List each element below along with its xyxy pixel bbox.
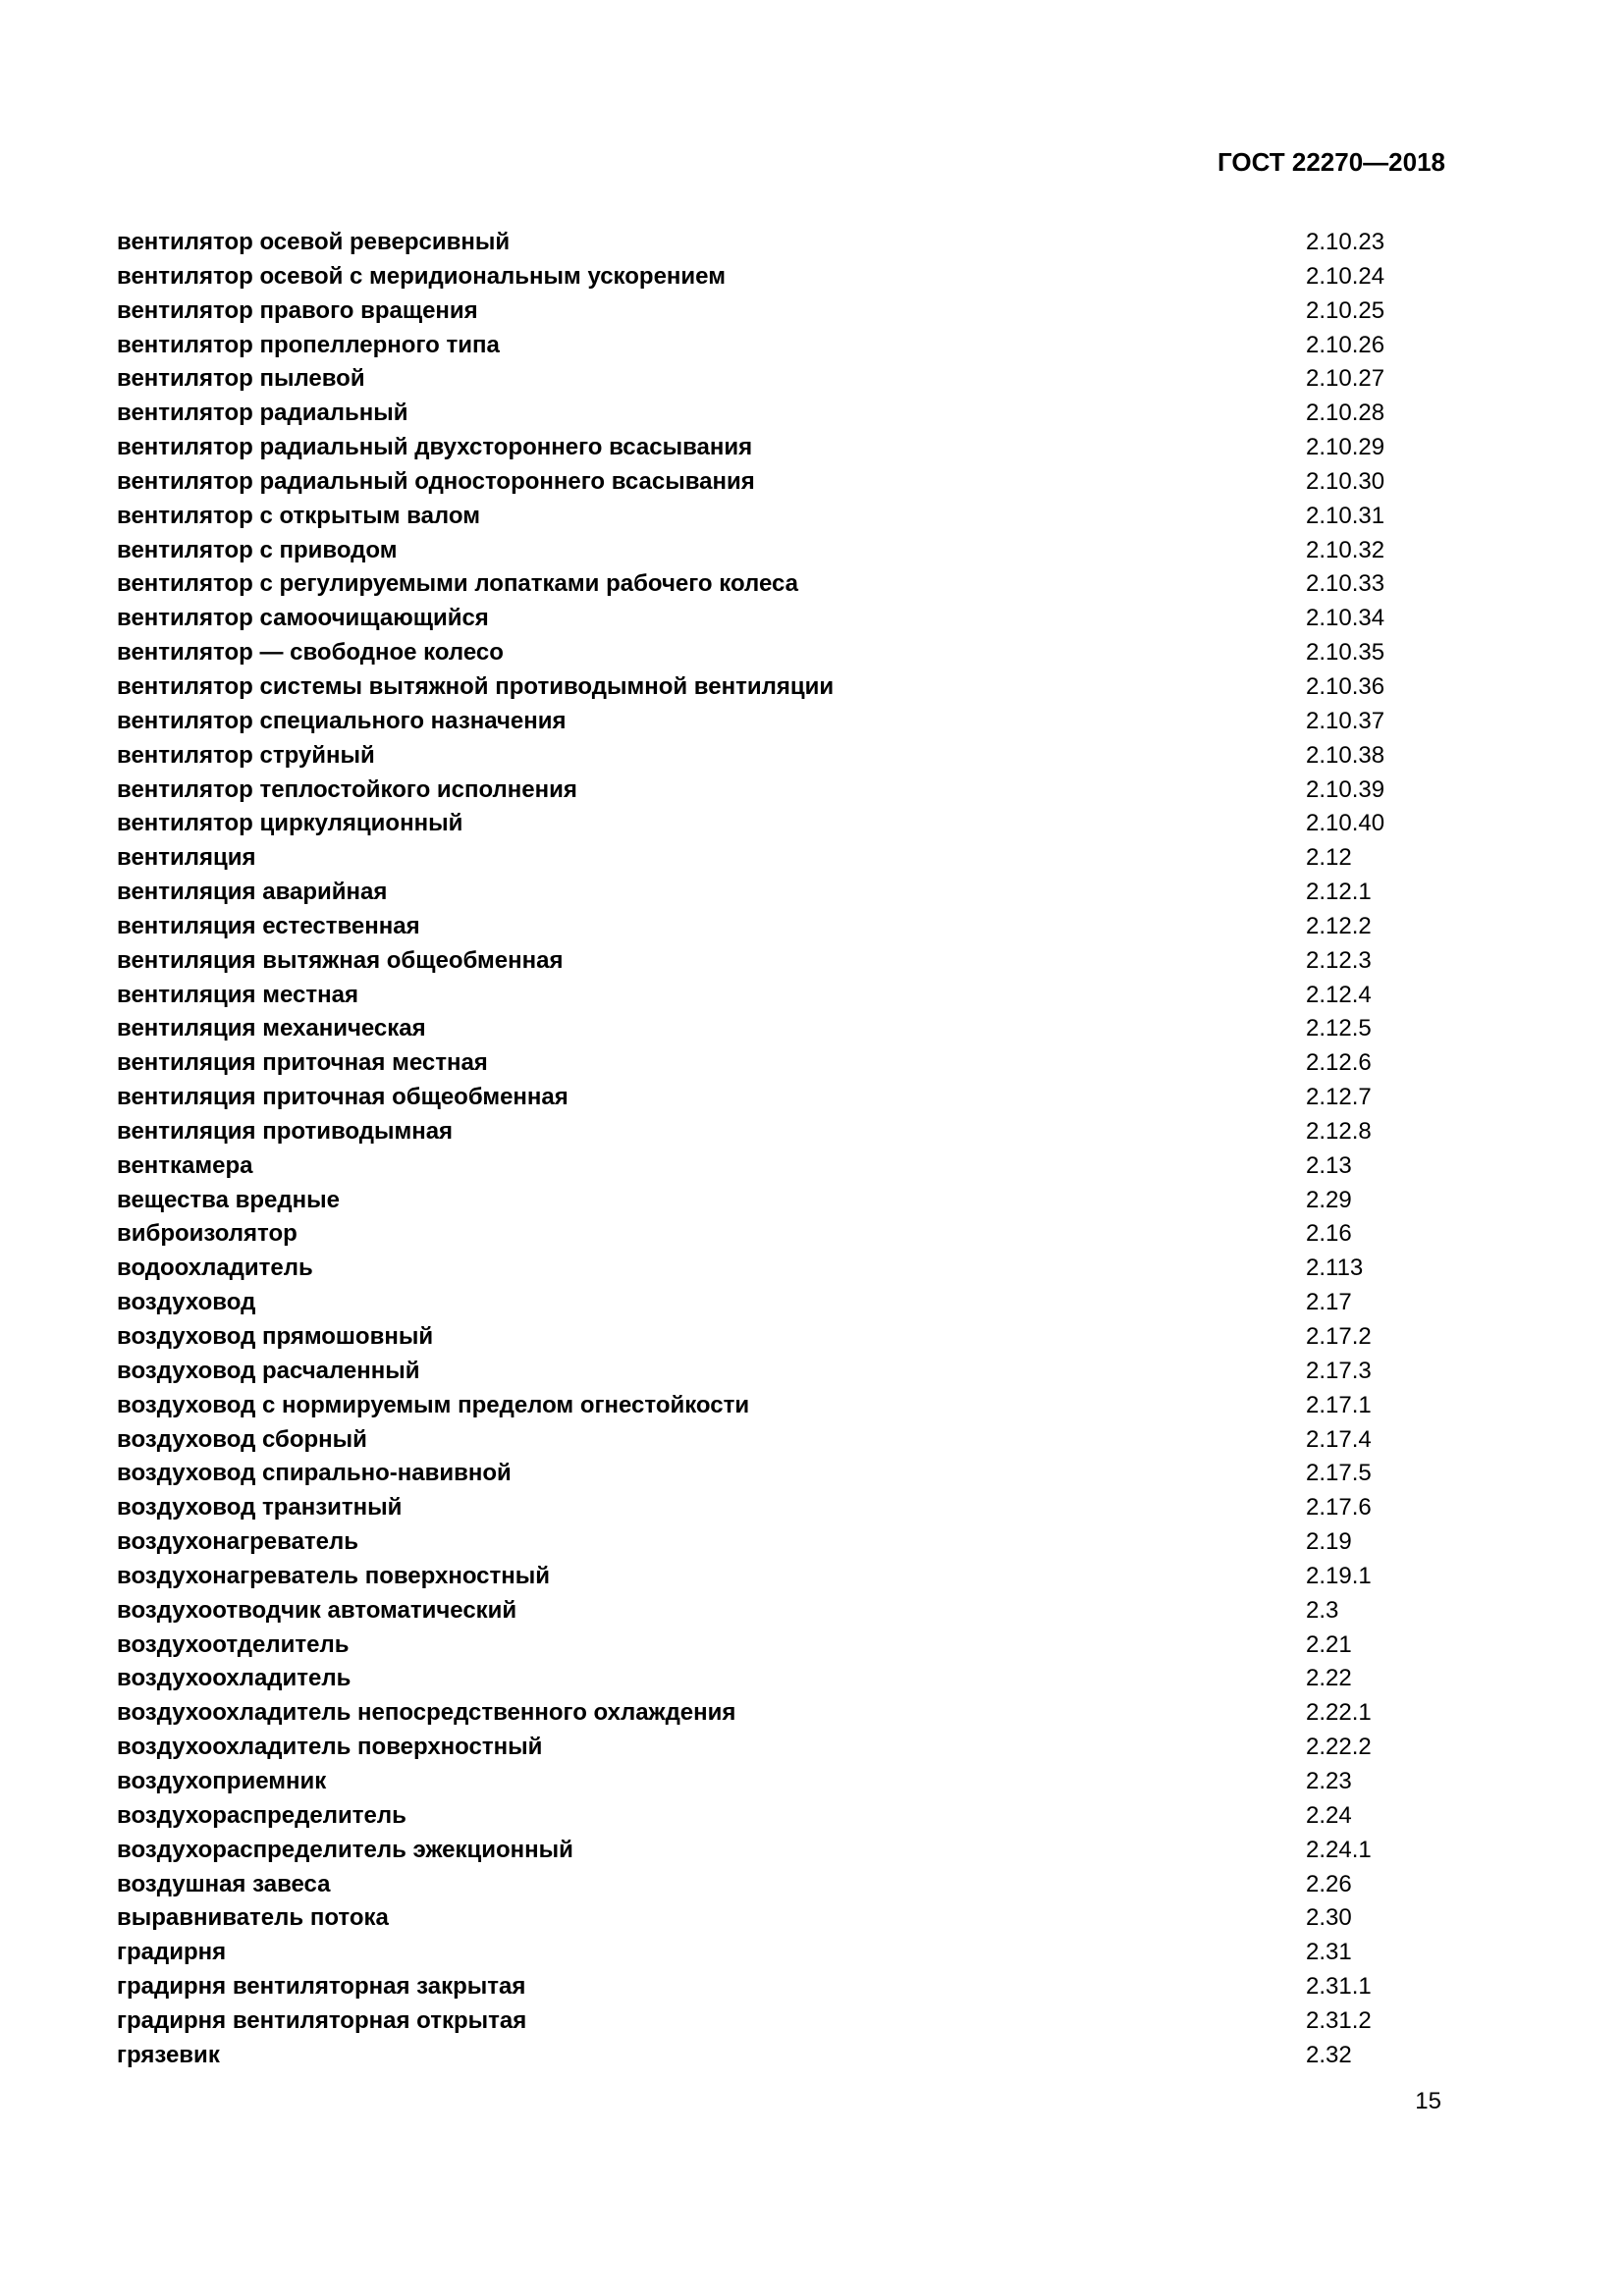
index-entry xyxy=(117,1423,1393,1458)
index-entry xyxy=(117,739,1393,774)
index-reference: 2.113 xyxy=(1306,1255,1364,1282)
index-entry xyxy=(117,1320,1393,1355)
index-reference: 2.22 xyxy=(1306,1665,1352,1692)
index-entry xyxy=(117,1594,1393,1629)
index-entry xyxy=(117,1560,1393,1594)
index-reference: 2.10.27 xyxy=(1306,365,1385,393)
index-term: вентилятор струйный xyxy=(117,741,375,769)
index-entry xyxy=(117,1799,1393,1834)
index-entry xyxy=(117,1217,1393,1252)
index-term: вентилятор пропеллерного типа xyxy=(117,331,500,358)
index-entry xyxy=(117,807,1393,841)
index-term: воздуховод прямошовный xyxy=(117,1323,434,1350)
index-entry xyxy=(117,2039,1393,2073)
index-term: градирня xyxy=(117,1939,227,1966)
index-entry xyxy=(117,1765,1393,1799)
index-entry xyxy=(117,1457,1393,1491)
index-entry xyxy=(117,567,1393,602)
index-reference: 2.10.37 xyxy=(1306,707,1385,734)
index-entry xyxy=(117,1355,1393,1389)
index-term: виброизолятор xyxy=(117,1220,298,1248)
index-entry xyxy=(117,1834,1393,1868)
index-reference: 2.10.24 xyxy=(1306,262,1385,290)
index-term: выравниватель потока xyxy=(117,1904,389,1932)
index-term: вентилятор осевой с меридиональным ускорением xyxy=(117,262,726,290)
index-term: воздухонагреватель поверхностный xyxy=(117,1562,551,1589)
index-term: вентилятор специального назначения xyxy=(117,707,567,734)
index-entry xyxy=(117,944,1393,979)
index-reference: 2.12.3 xyxy=(1306,946,1372,974)
index-reference: 2.19 xyxy=(1306,1528,1352,1556)
index-entry xyxy=(117,910,1393,944)
index-entry xyxy=(117,465,1393,500)
index-term: вентилятор пылевой xyxy=(117,365,365,393)
index-reference: 2.10.23 xyxy=(1306,229,1385,255)
index-term: воздухоотводчик автоматический xyxy=(117,1596,517,1624)
index-reference: 2.17.3 xyxy=(1306,1357,1372,1384)
index-term: вентилятор правого вращения xyxy=(117,296,478,324)
index-entry xyxy=(117,979,1393,1013)
index-term: воздуховод расчаленный xyxy=(117,1357,420,1384)
index-term: водоохладитель xyxy=(117,1255,313,1282)
index-reference: 2.19.1 xyxy=(1306,1562,1372,1589)
index-entry xyxy=(117,500,1393,534)
index-reference: 2.21 xyxy=(1306,1630,1352,1658)
index-term: воздуховод спирально-навивной xyxy=(117,1460,512,1487)
index-reference: 2.26 xyxy=(1306,1870,1352,1897)
index-reference: 2.12.4 xyxy=(1306,981,1372,1008)
index-entry xyxy=(117,1184,1393,1218)
index-term: воздухоохладитель xyxy=(117,1665,352,1692)
index-entry xyxy=(117,1012,1393,1046)
index-reference: 2.10.29 xyxy=(1306,434,1385,461)
index-entry xyxy=(117,431,1393,465)
index-entry xyxy=(117,670,1393,705)
index-term: градирня вентиляторная закрытая xyxy=(117,1973,526,2001)
index-term: вентиляция приточная общеобменная xyxy=(117,1084,568,1111)
index-term: грязевик xyxy=(117,2041,220,2068)
index-reference: 2.32 xyxy=(1306,2041,1352,2068)
index-term: венткамера xyxy=(117,1151,253,1179)
index-term: вентилятор самоочищающийся xyxy=(117,605,489,632)
index-term: вентилятор теплостойкого исполнения xyxy=(117,775,577,803)
index-term: воздуховод xyxy=(117,1289,256,1316)
index-term: воздуховод транзитный xyxy=(117,1494,403,1522)
index-entry xyxy=(117,1389,1393,1423)
index-term: воздухоохладитель поверхностный xyxy=(117,1734,543,1761)
index-reference: 2.31.1 xyxy=(1306,1973,1372,2001)
index-reference: 2.3 xyxy=(1306,1596,1339,1624)
index-entry xyxy=(117,397,1393,431)
index-term: воздухораспределитель xyxy=(117,1801,406,1829)
index-entry xyxy=(117,636,1393,670)
index-reference: 2.10.28 xyxy=(1306,400,1385,427)
index-reference: 2.17.4 xyxy=(1306,1425,1372,1453)
index-reference: 2.31.2 xyxy=(1306,2006,1372,2034)
index-term: вентилятор системы вытяжной противодымной вентиляции xyxy=(117,672,835,700)
index-entry xyxy=(117,1936,1393,1970)
index-entry xyxy=(117,841,1393,876)
index-entry xyxy=(117,774,1393,808)
index-term: вентиляция механическая xyxy=(117,1015,426,1042)
index-term: вещества вредные xyxy=(117,1186,340,1213)
index-reference: 2.24 xyxy=(1306,1801,1352,1829)
page-number: 15 xyxy=(1415,2088,1441,2114)
index-entry xyxy=(117,1868,1393,1902)
index-entry xyxy=(117,1046,1393,1081)
index-reference: 2.10.32 xyxy=(1306,536,1385,563)
index-reference: 2.12 xyxy=(1306,844,1352,872)
index-entry xyxy=(117,294,1393,329)
index-term: вентиляция естественная xyxy=(117,912,420,939)
index-entry xyxy=(117,1662,1393,1696)
index-reference: 2.10.25 xyxy=(1306,296,1385,324)
index-term: воздухоохладитель непосредственного охлаждения xyxy=(117,1699,736,1727)
index-term: воздушная завеса xyxy=(117,1870,331,1897)
index-reference: 2.23 xyxy=(1306,1767,1352,1794)
index-entry xyxy=(117,1286,1393,1320)
index-entry xyxy=(117,1629,1393,1663)
index-entry xyxy=(117,329,1393,363)
index-term: воздухоотделитель xyxy=(117,1630,350,1658)
index-reference: 2.12.5 xyxy=(1306,1015,1372,1042)
index-reference: 2.10.36 xyxy=(1306,672,1385,700)
index-term: воздухонагреватель xyxy=(117,1528,359,1556)
index-term: вентиляция xyxy=(117,844,256,872)
index-term: вентиляция противодымная xyxy=(117,1117,454,1145)
index-reference: 2.29 xyxy=(1306,1186,1352,1213)
index-reference: 2.10.38 xyxy=(1306,741,1385,769)
index-term: воздуховод с нормируемым пределом огнестойкости xyxy=(117,1391,750,1418)
index-term: воздуховод сборный xyxy=(117,1425,367,1453)
index-reference: 2.17.5 xyxy=(1306,1460,1372,1487)
index-reference: 2.10.40 xyxy=(1306,810,1385,837)
index-term: вентилятор радиальный xyxy=(117,400,408,427)
index-term: вентилятор циркуляционный xyxy=(117,810,463,837)
index-term: воздухоприемник xyxy=(117,1767,327,1794)
index-reference: 2.12.7 xyxy=(1306,1084,1372,1111)
term-index-list xyxy=(117,226,1393,2073)
index-reference: 2.12.8 xyxy=(1306,1117,1372,1145)
index-entry xyxy=(117,1901,1393,1936)
index-reference: 2.10.34 xyxy=(1306,605,1385,632)
index-reference: 2.10.33 xyxy=(1306,570,1385,598)
index-term: вентилятор с приводом xyxy=(117,536,398,563)
index-reference: 2.22.2 xyxy=(1306,1734,1372,1761)
index-reference: 2.10.30 xyxy=(1306,467,1385,495)
index-term: вентилятор радиальный одностороннего всасывания xyxy=(117,467,755,495)
index-reference: 2.10.31 xyxy=(1306,502,1385,529)
index-entry xyxy=(117,1731,1393,1765)
index-term: воздухораспределитель эжекционный xyxy=(117,1836,573,1863)
index-entry xyxy=(117,1491,1393,1525)
index-reference: 2.24.1 xyxy=(1306,1836,1372,1863)
index-entry xyxy=(117,1525,1393,1560)
index-entry xyxy=(117,1149,1393,1184)
index-entry xyxy=(117,1696,1393,1731)
index-reference: 2.12.2 xyxy=(1306,912,1372,939)
index-reference: 2.17.1 xyxy=(1306,1391,1372,1418)
index-entry xyxy=(117,705,1393,739)
index-term: вентиляция аварийная xyxy=(117,879,388,906)
index-term: вентиляция приточная местная xyxy=(117,1049,488,1077)
index-reference: 2.10.26 xyxy=(1306,331,1385,358)
index-reference: 2.17.6 xyxy=(1306,1494,1372,1522)
index-reference: 2.17.2 xyxy=(1306,1323,1372,1350)
index-entry xyxy=(117,534,1393,568)
index-reference: 2.30 xyxy=(1306,1904,1352,1932)
index-term: вентилятор — свободное колесо xyxy=(117,639,504,667)
document-header: ГОСТ 22270—2018 xyxy=(1218,147,1445,177)
index-reference: 2.12.6 xyxy=(1306,1049,1372,1077)
index-reference: 2.16 xyxy=(1306,1220,1352,1248)
index-entry xyxy=(117,1081,1393,1115)
index-entry xyxy=(117,1970,1393,2004)
index-term: вентилятор с регулируемыми лопатками рабочего колеса xyxy=(117,570,798,598)
index-entry xyxy=(117,226,1393,260)
index-entry xyxy=(117,362,1393,397)
index-term: вентилятор с открытым валом xyxy=(117,502,480,529)
index-entry xyxy=(117,1252,1393,1286)
index-term: вентилятор радиальный двухстороннего всасывания xyxy=(117,434,753,461)
index-term: градирня вентиляторная открытая xyxy=(117,2006,527,2034)
index-reference: 2.22.1 xyxy=(1306,1699,1372,1727)
index-reference: 2.13 xyxy=(1306,1151,1352,1179)
index-entry xyxy=(117,260,1393,294)
index-reference: 2.17 xyxy=(1306,1289,1352,1316)
index-entry xyxy=(117,876,1393,910)
index-term: вентиляция вытяжная общеобменная xyxy=(117,946,564,974)
index-entry xyxy=(117,602,1393,636)
index-term: вентиляция местная xyxy=(117,981,358,1008)
index-reference: 2.10.35 xyxy=(1306,639,1385,667)
index-reference: 2.10.39 xyxy=(1306,775,1385,803)
index-term: вентилятор осевой реверсивный xyxy=(117,229,511,255)
index-entry xyxy=(117,2004,1393,2039)
index-reference: 2.31 xyxy=(1306,1939,1352,1966)
index-reference: 2.12.1 xyxy=(1306,879,1372,906)
index-entry xyxy=(117,1115,1393,1149)
